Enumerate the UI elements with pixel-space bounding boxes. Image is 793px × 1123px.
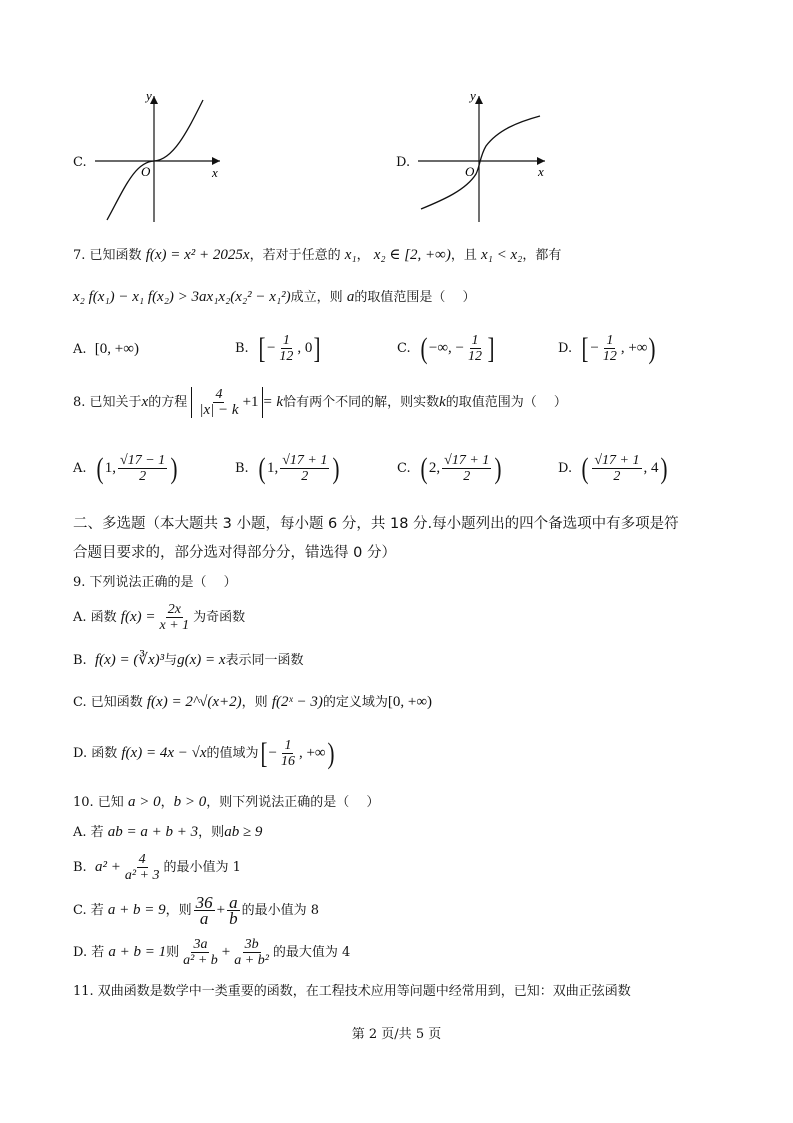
q9-stem: 9. 下列说法正确的是（ ） bbox=[73, 575, 237, 590]
q9-option-a: A. 函数 f(x) = $\frac{2x}{x + 1}$ 为奇函数 bbox=[73, 602, 246, 633]
x-axis-arrow-icon bbox=[212, 157, 220, 165]
q10-option-d: D. 若 a + b = 1则 $\frac{3a}{\text{a² + b}}$ + $\frac{3b}{\text{a + b²}}$ 的最大值为 4 bbox=[73, 937, 351, 968]
q10-option-b: B. a² + $\frac{4}{\text{a² + 3}}$ 的最小值为 1 bbox=[73, 852, 241, 883]
q8-option-a: A. ( 1, $\frac{√17 - 1}{2}$ ) bbox=[73, 451, 178, 485]
option-d-label: D. bbox=[396, 155, 411, 170]
q9-option-d: D. 函数 f(x) = 4x − √x的值域为[ − $\frac{1}{16}$ , +∞) bbox=[73, 736, 335, 770]
section-heading-line2: 合题目要求的，部分选对得部分分，错选得 0 分） bbox=[73, 545, 396, 561]
y-axis-arrow-icon bbox=[475, 96, 483, 104]
curve-c bbox=[107, 100, 203, 220]
q7-option-b: B. [ − $\frac{1}{12}$ , 0] bbox=[235, 331, 321, 365]
q10-option-a: A. 若 ab = a + b + 3，则ab ≥ 9 bbox=[73, 824, 263, 840]
q7-line1: 7. 已知函数 f(x) = x² + 2025x，若对于任意的 x₁， x₂ ∈ [2, +∞)，且 x₁ < x₂，都有 bbox=[73, 247, 562, 263]
q8-option-b: B. ( 1, $\frac{√17 + 1}{2}$ ) bbox=[235, 451, 340, 485]
graph-d bbox=[418, 92, 550, 224]
page-footer: 第 2 页/共 5 页 bbox=[351, 1027, 442, 1042]
q10-option-c: C. 若 a + b = 9，则 $\frac{36}{a}$ + $\frac{a}{b}$ 的最小值为 8 bbox=[73, 893, 320, 928]
section-heading-line1: 二、多选题（本大题共 3 小题，每小题 6 分，共 18 分.每小题列出的四个备选项中有多项是符 bbox=[73, 516, 679, 532]
q8-option-d: D. ( $\frac{√17 + 1}{2}$ , 4) bbox=[558, 451, 667, 485]
x-label: x bbox=[212, 165, 218, 180]
x-label: x bbox=[538, 164, 544, 179]
y-label: y bbox=[470, 92, 476, 103]
q7-option-a: A. [0, +∞) bbox=[73, 341, 139, 357]
q7-option-c: C. ( −∞, − $\frac{1}{12}$ ] bbox=[397, 331, 495, 365]
origin-label: O bbox=[465, 164, 475, 179]
q10-stem: 10. 已知 a > 0，b > 0，则下列说法正确的是（ ） bbox=[73, 794, 380, 810]
q9-option-b: B. f(x) = (∛x)³与g(x) = x表示同一函数 bbox=[73, 652, 304, 668]
graph-c bbox=[95, 92, 225, 224]
q11-stem: 11. 双曲函数是数学中一类重要的函数，在工程技术应用等问题中经常用到，已知：双曲正弦函数 bbox=[73, 984, 631, 999]
q9-option-c: C. 已知函数 f(x) = 2^√(x+2)，则 f(2ˣ − 3)的定义域为[0, +∞) bbox=[73, 694, 433, 710]
q8-option-c: C. ( 2, $\frac{√17 + 1}{2}$ ) bbox=[397, 451, 502, 485]
curve-d bbox=[421, 116, 540, 209]
q7-line2: x₂ f(x₁) − x₁ f(x₂) > 3ax₁x₂(x₂² − x₁²)成立，则 a的取值范围是（ ） bbox=[73, 289, 476, 305]
option-c-label: C. bbox=[73, 155, 87, 170]
y-label: y bbox=[146, 92, 152, 103]
origin-label: O bbox=[141, 164, 151, 179]
q7-option-d: D. [ − $\frac{1}{12}$ , +∞) bbox=[558, 331, 656, 365]
q8-stem: 8. 已知关于x的方程 $\frac{4}{|x| - k}$ +1 = k恰有两个不同的解，则实数k的取值范围为（ ） bbox=[73, 387, 567, 418]
